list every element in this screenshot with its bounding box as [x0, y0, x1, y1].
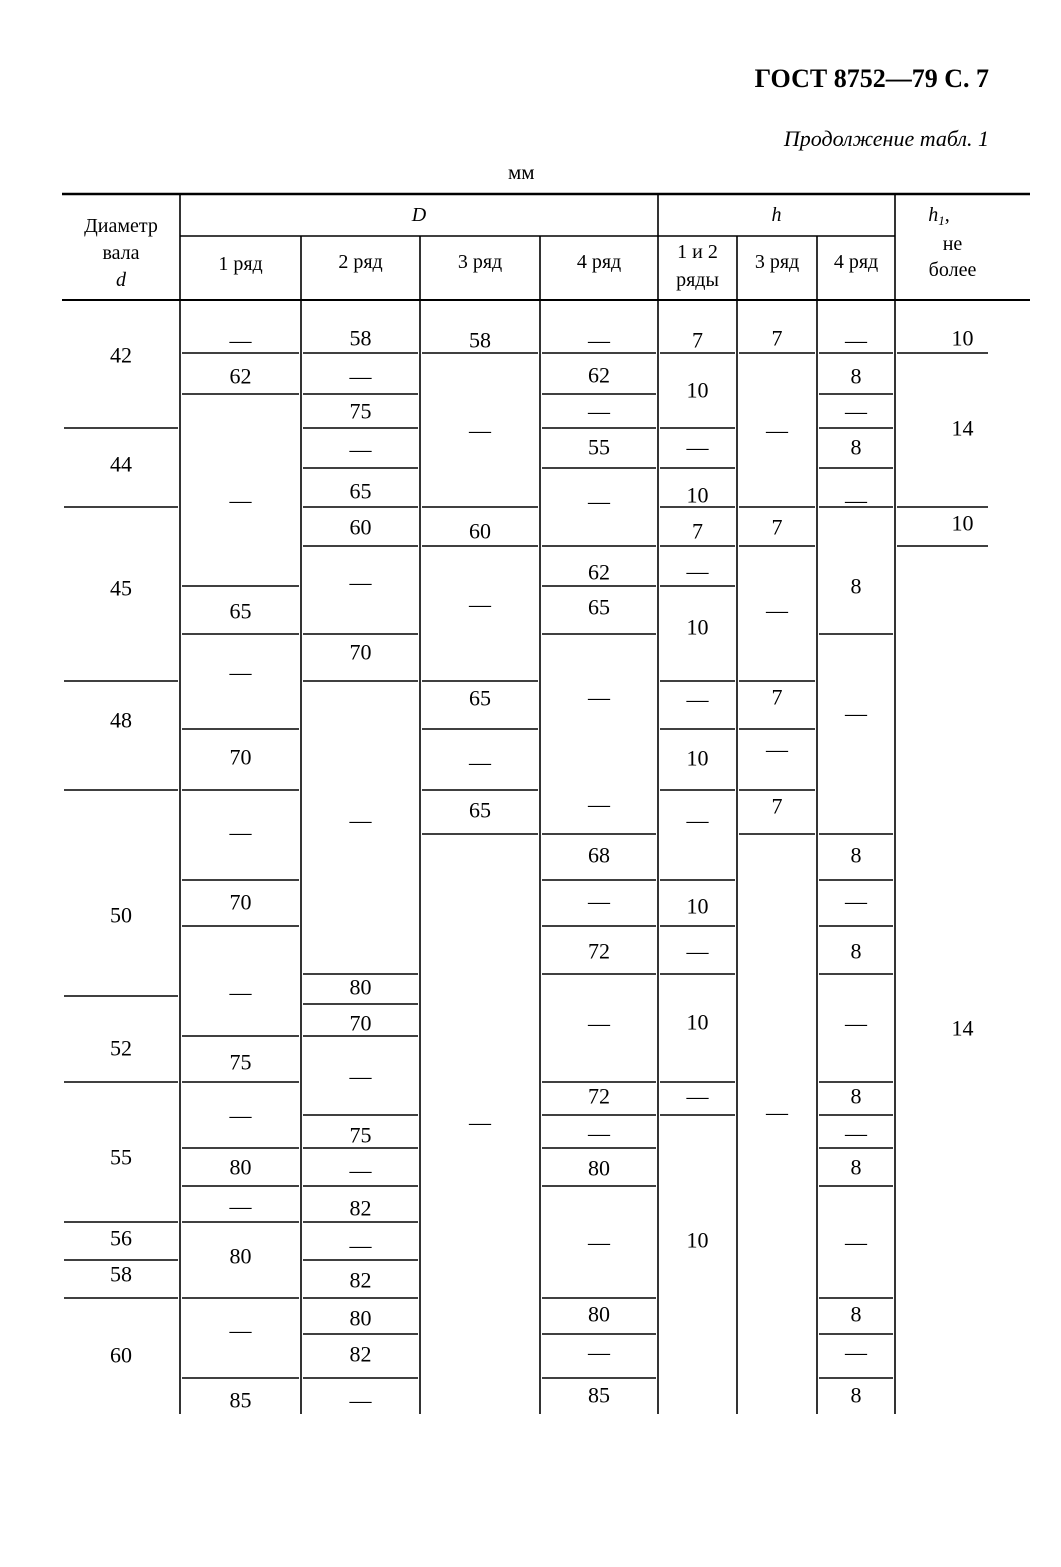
shaft-diameter: 50 — [110, 902, 132, 928]
cell-D4: 85 — [588, 1382, 610, 1408]
cell-h1: 10 — [951, 510, 974, 536]
cell-D1: — — [229, 1193, 252, 1219]
cell-h12: 7 — [692, 327, 703, 353]
cell-D4: 55 — [588, 434, 610, 460]
cell-h12: — — [686, 558, 709, 584]
cell-D1: 80 — [229, 1154, 252, 1180]
cell-D2: 70 — [349, 1010, 372, 1036]
cell-h4: 8 — [850, 434, 862, 460]
cell-D1: 85 — [229, 1387, 252, 1413]
cell-h12: 10 — [686, 1009, 709, 1035]
cell-h4: — — [845, 1120, 867, 1146]
header-h12: ряды — [676, 269, 719, 291]
table-cells — [84, 204, 976, 1413]
cell-D1: — — [229, 659, 252, 685]
cell-h4: 8 — [850, 1083, 862, 1109]
unit-label: мм — [508, 160, 535, 184]
cell-h12: — — [686, 434, 709, 460]
cell-h3: — — [766, 597, 788, 623]
cell-D2: — — [349, 1157, 372, 1183]
table-continuation: Продолжение табл. 1 — [783, 126, 989, 151]
cell-h4: 8 — [850, 363, 862, 389]
shaft-diameter: 56 — [110, 1225, 132, 1251]
cell-D4: — — [588, 1229, 610, 1255]
cell-D1: 65 — [229, 598, 252, 624]
header-h1-subscript: 1 — [938, 212, 945, 228]
cell-h12: 10 — [686, 482, 709, 508]
header-h12: 1 и 2 — [677, 241, 718, 263]
header-h1-comma: , — [944, 204, 950, 226]
cell-D1: 70 — [229, 744, 252, 770]
cell-D4: — — [588, 488, 610, 514]
cell-D2: — — [349, 363, 372, 389]
cell-D1: — — [229, 1102, 252, 1128]
cell-D4: — — [588, 791, 610, 817]
cell-D2: — — [349, 1063, 372, 1089]
cell-h12: 10 — [686, 614, 709, 640]
cell-h4: 8 — [850, 1154, 862, 1180]
cell-h4: — — [845, 1229, 867, 1255]
cell-D4: 62 — [588, 559, 610, 585]
cell-D4: — — [588, 888, 610, 914]
cell-h3: — — [766, 736, 788, 762]
header-row3: 3 ряд — [457, 251, 503, 273]
cell-h4: — — [845, 1339, 867, 1365]
cell-D1: 70 — [229, 889, 252, 915]
cell-D2: — — [349, 569, 372, 595]
cell-h3: 7 — [771, 514, 783, 540]
shaft-diameter: 58 — [110, 1261, 132, 1287]
cell-h3: 7 — [771, 793, 783, 819]
cell-D4: — — [588, 1010, 610, 1036]
cell-D3: — — [469, 591, 491, 617]
cell-D3: — — [469, 417, 491, 443]
cell-D1: 75 — [229, 1049, 252, 1075]
header-h4: 4 ряд — [833, 251, 879, 273]
cell-D3: 65 — [469, 685, 491, 711]
cell-h4: 8 — [850, 938, 862, 964]
cell-D2: 82 — [349, 1341, 372, 1367]
cell-D2: 75 — [349, 1122, 372, 1148]
cell-h12: — — [686, 686, 709, 712]
header-diameter-label: вала — [102, 242, 140, 264]
cell-D3: 65 — [469, 797, 491, 823]
cell-h4: 8 — [850, 842, 862, 868]
header-h3: 3 ряд — [754, 251, 800, 273]
header-h1: $h_1$, — [928, 204, 950, 228]
cell-D4: 62 — [588, 362, 610, 388]
cell-h12: — — [686, 938, 709, 964]
cell-h4: — — [845, 888, 867, 914]
document-code: ГОСТ 8752—79 С. 7 — [754, 64, 989, 93]
cell-D2: 82 — [349, 1267, 372, 1293]
cell-h1: 10 — [951, 325, 974, 351]
cell-h12: 10 — [686, 745, 709, 771]
cell-D3: 58 — [469, 327, 491, 353]
cell-D2: 70 — [349, 639, 372, 665]
cell-D4: — — [588, 1339, 610, 1365]
cell-D2: — — [349, 1387, 372, 1413]
cell-D1: — — [229, 819, 252, 845]
cell-D1: 62 — [229, 363, 252, 389]
cell-h4: 8 — [850, 573, 862, 599]
cell-h3: — — [766, 417, 788, 443]
shaft-diameter: 44 — [110, 451, 132, 477]
cell-h4: — — [845, 1010, 867, 1036]
cell-D4: 68 — [588, 842, 610, 868]
shaft-diameter: 45 — [110, 575, 132, 601]
cell-h3: 7 — [771, 684, 783, 710]
table-grid — [62, 194, 1030, 1414]
header-row1: 1 ряд — [218, 253, 263, 275]
header-h: h — [771, 204, 782, 226]
cell-D4: 65 — [588, 594, 610, 620]
cell-h1: 14 — [951, 1015, 974, 1041]
header-h1-label: не — [942, 233, 963, 255]
cell-h12: — — [686, 807, 709, 833]
cell-h4: 8 — [850, 1382, 862, 1408]
shaft-diameter: 52 — [110, 1035, 132, 1061]
cell-D1: — — [229, 327, 252, 353]
cell-D2: 58 — [349, 325, 372, 351]
cell-D4: 72 — [588, 1083, 610, 1109]
header-D: D — [411, 204, 427, 226]
cell-D4: — — [588, 327, 610, 353]
cell-D1: — — [229, 487, 252, 513]
cell-D1: — — [229, 979, 252, 1005]
cell-h12: 10 — [686, 377, 709, 403]
cell-D4: — — [588, 1120, 610, 1146]
cell-D4: 80 — [588, 1155, 610, 1181]
cell-D2: 80 — [349, 1305, 372, 1331]
cell-h12: 10 — [686, 1227, 709, 1253]
cell-D2: 65 — [349, 478, 372, 504]
cell-D2: — — [349, 1232, 372, 1258]
cell-D1: — — [229, 1317, 252, 1343]
cell-h3: 7 — [771, 325, 783, 351]
cell-h4: — — [845, 327, 867, 353]
cell-D1: 80 — [229, 1243, 252, 1269]
cell-D4: — — [588, 684, 610, 710]
shaft-diameter: 55 — [110, 1144, 132, 1170]
shaft-diameter: 42 — [110, 342, 132, 368]
shaft-diameter: 48 — [110, 707, 132, 733]
cell-h4: — — [845, 398, 867, 424]
cell-h4: — — [845, 487, 867, 513]
cell-D2: 82 — [349, 1195, 372, 1221]
cell-h4: 8 — [850, 1301, 862, 1327]
cell-D2: — — [349, 807, 372, 833]
header-diameter-label: Диаметр — [84, 215, 158, 237]
cell-D3: 60 — [469, 518, 491, 544]
cell-D4: — — [588, 398, 610, 424]
cell-D4: 72 — [588, 938, 610, 964]
cell-D2: 80 — [349, 974, 372, 1000]
cell-D2: 60 — [349, 514, 372, 540]
cell-h3: — — [766, 1099, 788, 1125]
shaft-diameter: 60 — [110, 1342, 132, 1368]
cell-h12: 7 — [692, 518, 703, 544]
header-h1-label: более — [928, 259, 977, 281]
header-row4: 4 ряд — [576, 251, 622, 273]
cell-D3: — — [469, 1109, 491, 1135]
cell-D3: — — [469, 749, 491, 775]
cell-D2: 75 — [349, 398, 372, 424]
header-diameter-symbol: d — [116, 269, 126, 291]
cell-h1: 14 — [951, 415, 974, 441]
cell-h4: — — [845, 700, 867, 726]
header-row2: 2 ряд — [338, 251, 383, 273]
cell-D2: — — [349, 436, 372, 462]
cell-h12: — — [686, 1083, 709, 1109]
cell-D4: 80 — [588, 1301, 610, 1327]
cell-h12: 10 — [686, 893, 709, 919]
